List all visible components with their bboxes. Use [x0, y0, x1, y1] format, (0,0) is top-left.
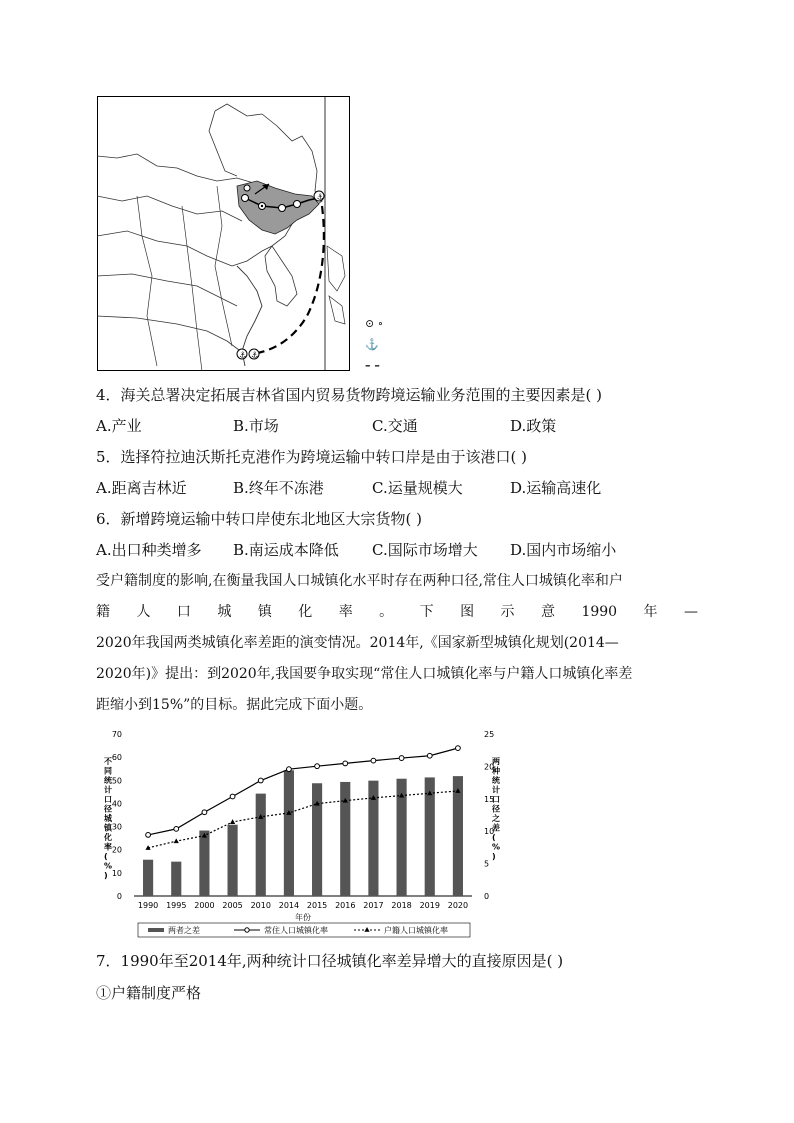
q4-option-b[interactable]: B.市场 — [233, 417, 279, 435]
x-tick-label: 2015 — [306, 901, 328, 910]
urbanization-chart — [94, 724, 504, 942]
x-axis-label: 年份 — [295, 913, 311, 922]
resident-rate-point — [343, 761, 348, 766]
legend-city-icon: ⊙ ∘ — [365, 317, 384, 330]
x-tick-label: 2010 — [250, 901, 271, 910]
passage-line: 2020年我国两类城镇化率差距的演变情况。2014年,《国家新型城镇化规划(2014— — [96, 635, 619, 651]
q6-option-c[interactable]: C.国际市场增大 — [372, 541, 478, 559]
bar — [256, 794, 266, 896]
y-tick-label: 50 — [111, 776, 122, 786]
bar — [284, 770, 294, 896]
chart-svg — [94, 724, 504, 942]
passage-line: 距缩小到15%”的目标。据此完成下面小题。 — [96, 697, 373, 713]
map-legend — [365, 313, 405, 376]
legend-label-resident: 常住人口城镇化率 — [264, 926, 328, 935]
bar — [171, 862, 181, 896]
y2-tick-label: 10 — [484, 827, 495, 837]
x-tick-label: 1995 — [166, 901, 187, 910]
question-6: 6．新增跨境运输中转口岸使东北地区大宗货物( ) — [96, 510, 423, 528]
y-tick-label: 40 — [111, 799, 122, 809]
y2-tick-label: 20 — [484, 762, 495, 772]
q4-option-a[interactable]: A.产业 — [96, 417, 142, 435]
bar — [143, 860, 153, 896]
bar — [199, 831, 209, 896]
bar — [228, 825, 238, 896]
legend-registered-marker — [364, 927, 369, 932]
legend-bar-swatch — [148, 928, 164, 932]
registered-rate-point — [230, 819, 235, 824]
legend-label-registered: 户籍人口城镇化率 — [384, 926, 448, 935]
resident-rate-line — [148, 748, 458, 835]
question-4: 4．海关总署决定拓展吉林省国内贸易货物跨境运输业务范围的主要因素是( ) — [96, 386, 603, 404]
y-tick-label: 60 — [111, 753, 122, 763]
resident-rate-point — [287, 767, 292, 772]
q4-option-c[interactable]: C.交通 — [372, 417, 418, 435]
x-tick-label: 2020 — [447, 901, 469, 910]
y2-tick-label: 0 — [484, 892, 490, 901]
q4-option-d[interactable]: D.政策 — [510, 417, 557, 435]
resident-rate-point — [456, 746, 461, 751]
y-axis-label: 不同统计口径城镇化率( % ) — [104, 757, 113, 880]
resident-rate-point — [146, 833, 151, 838]
x-tick-label: 2017 — [363, 901, 384, 910]
x-tick-label: 2016 — [335, 901, 356, 910]
resident-rate-point — [399, 756, 404, 761]
q5-option-b[interactable]: B.终年不冻港 — [233, 479, 324, 497]
bar — [453, 776, 463, 896]
resident-rate-point — [315, 764, 320, 769]
x-tick-label: 2000 — [194, 901, 215, 910]
bar — [312, 783, 322, 896]
y2-axis-label: 两种统计口径之差( % ) — [492, 757, 501, 861]
legend-port-icon: ⚓ — [365, 338, 379, 351]
svg-text:⚓: ⚓ — [316, 192, 324, 202]
y-tick-label: 20 — [111, 845, 122, 855]
y-tick-label: 70 — [111, 730, 122, 739]
resident-rate-point — [174, 826, 179, 831]
question-7: 7．1990年至2014年,两种统计口径城镇化率差异增大的直接原因是( ) — [96, 952, 564, 970]
y-tick-label: 10 — [111, 868, 122, 878]
passage-line: 受户籍制度的影响,在衡量我国人口城镇化水平时存在两种口径,常住人口城镇化率和户 — [96, 573, 623, 589]
passage — [96, 566, 698, 721]
map-svg — [97, 96, 350, 371]
q6-option-d[interactable]: D.国内市场缩小 — [510, 541, 617, 559]
x-tick-label: 2018 — [391, 901, 412, 910]
resident-rate-point — [258, 778, 263, 783]
y-tick-label: 0 — [116, 892, 122, 901]
x-tick-label: 2019 — [419, 901, 440, 910]
y2-tick-label: 5 — [484, 859, 490, 869]
registered-rate-line — [148, 791, 458, 848]
y2-tick-label: 15 — [484, 794, 495, 804]
q5-option-a[interactable]: A.距离吉林近 — [96, 479, 187, 497]
resident-rate-point — [371, 758, 376, 763]
legend-route-icon: – – — [365, 359, 380, 372]
resident-rate-point — [202, 810, 207, 815]
legend-label-diff: 两者之差 — [168, 926, 200, 935]
passage-line: 籍人口城镇化率。下图示意1990年— — [96, 604, 698, 620]
q5-option-d[interactable]: D.运输高速化 — [510, 479, 602, 497]
x-tick-label: 2005 — [222, 901, 243, 910]
x-tick-label: 2014 — [278, 901, 300, 910]
passage-line: 2020年)》提出：到2020年,我国要争取实现“常住人口城镇化率与户籍人口城镇化率差 — [96, 666, 633, 682]
y2-tick-label: 25 — [484, 730, 495, 739]
x-tick-label: 1990 — [137, 901, 159, 910]
q6-option-b[interactable]: B.南运成本降低 — [233, 541, 339, 559]
question-5: 5．选择符拉迪沃斯托克港作为跨境运输中转口岸是由于该港口( ) — [96, 448, 528, 466]
statement-1: ①户籍制度严格 — [96, 984, 202, 1002]
resident-rate-point — [230, 794, 235, 799]
registered-rate-point — [174, 838, 179, 843]
svg-text:⚓: ⚓ — [251, 350, 259, 360]
svg-text:⚓: ⚓ — [239, 350, 247, 360]
y-tick-label: 30 — [111, 822, 122, 832]
q5-option-c[interactable]: C.运量规模大 — [372, 479, 463, 497]
legend-resident-marker — [245, 928, 249, 932]
map-figure — [97, 96, 350, 371]
resident-rate-point — [427, 753, 432, 758]
q6-option-a[interactable]: A.出口种类增多 — [96, 541, 202, 559]
